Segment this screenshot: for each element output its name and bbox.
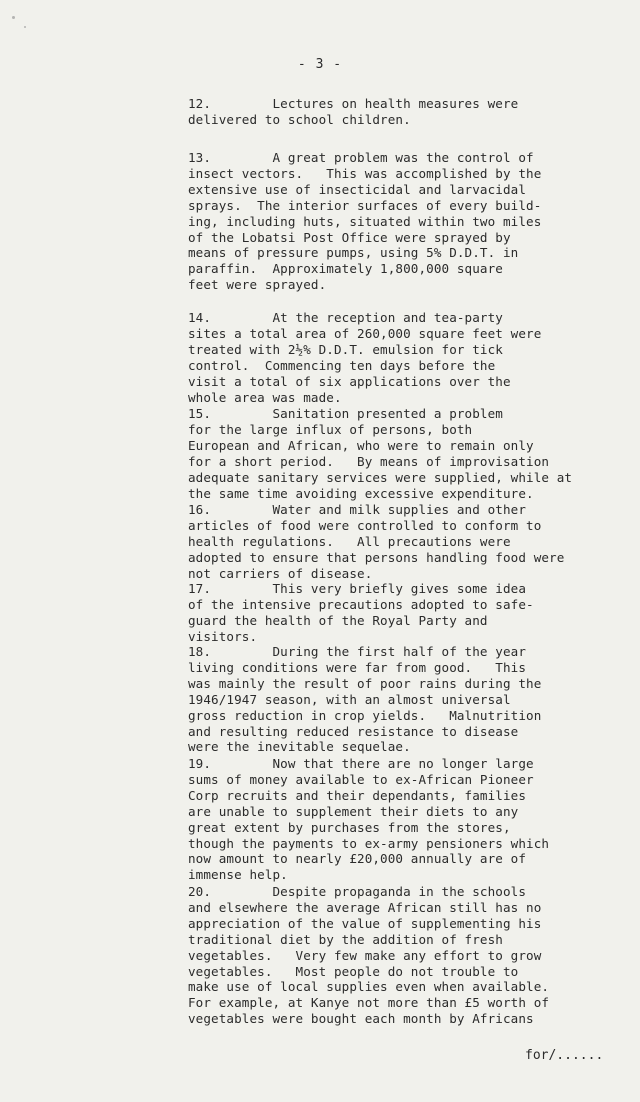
- paragraph-line: though the payments to ex-army pensioners which: [188, 835, 550, 851]
- paragraph-line: 1946/1947 season, with an almost universal: [188, 691, 511, 707]
- paragraph-line: visit a total of six applications over the: [188, 373, 511, 389]
- paragraph-line: 14. At the reception and tea-party: [188, 310, 503, 325]
- paragraph-line: Corp recruits and their dependants, families: [188, 787, 527, 803]
- paragraph-line: 19. Now that there are no longer large: [188, 756, 534, 771]
- paragraph-line: extensive use of insecticidal and larvacidal: [188, 181, 527, 197]
- paragraph-line: feet were sprayed.: [188, 277, 327, 293]
- paragraph-line: vegetables. Most people do not trouble to: [188, 963, 519, 979]
- paragraph-line: of the intensive precautions adopted to safe-: [188, 596, 534, 612]
- paragraph-line: of the Lobatsi Post Office were sprayed by: [188, 229, 511, 245]
- paragraph-line: 17. This very briefly gives some idea: [188, 581, 527, 596]
- paragraph-line: not carriers of disease.: [188, 565, 373, 581]
- paragraph-line: whole area was made.: [188, 389, 342, 405]
- paragraph-line: for a short period. By means of improvisation: [188, 453, 550, 469]
- paragraph-line: 20. Despite propaganda in the schools: [188, 884, 527, 899]
- paragraph-line: now amount to nearly £20,000 annually are of: [188, 851, 527, 867]
- paragraph-line: are unable to supplement their diets to any: [188, 803, 519, 819]
- paragraph-line: vegetables were bought each month by Africans: [188, 1011, 534, 1027]
- paragraph-line: and elsewhere the average African still has no: [188, 899, 542, 915]
- paragraph: [188, 502, 640, 582]
- paragraph: [188, 581, 640, 645]
- paragraph-line: articles of food were controlled to conform to: [188, 517, 542, 533]
- paragraph-line: delivered to school children.: [188, 111, 411, 127]
- paragraph: [188, 884, 640, 1027]
- continuation-marker: for/......: [525, 1048, 604, 1063]
- paragraph-line: European and African, who were to remain only: [188, 437, 534, 453]
- paragraph: [188, 96, 640, 128]
- paragraph-line: insect vectors. This was accomplished by the: [188, 165, 542, 181]
- paragraph-line: sites a total area of 260,000 square feet were: [188, 325, 542, 341]
- paragraph-line: great extent by purchases from the stores,: [188, 819, 511, 835]
- paragraph-line: ing, including huts, situated within two miles: [188, 213, 542, 229]
- paragraph-line: 15. Sanitation presented a problem: [188, 406, 503, 421]
- paragraph: [188, 406, 640, 501]
- paragraph-line: health regulations. All precautions were: [188, 533, 511, 549]
- paragraph-line: paraffin. Approximately 1,800,000 square: [188, 261, 503, 277]
- paragraph-line: guard the health of the Royal Party and: [188, 612, 488, 628]
- paragraph-line: control. Commencing ten days before the: [188, 357, 496, 373]
- paragraph-line: sprays. The interior surfaces of every build-: [188, 197, 542, 213]
- paragraph: [188, 150, 640, 293]
- paragraph-line: For example, at Kanye not more than £5 worth of: [188, 995, 550, 1011]
- paragraph-line: 16. Water and milk supplies and other: [188, 502, 527, 517]
- paragraph-line: traditional diet by the addition of fresh: [188, 931, 503, 947]
- paragraph-line: adequate sanitary services were supplied, while at: [188, 469, 573, 485]
- paragraph-line: adopted to ensure that persons handling food were: [188, 549, 565, 565]
- paragraph-line: means of pressure pumps, using 5% D.D.T. in: [188, 245, 519, 261]
- paragraph-line: 18. During the first half of the year: [188, 644, 527, 659]
- paragraph-line: immense help.: [188, 867, 288, 883]
- paragraph: [188, 310, 640, 405]
- paragraph-line: 12. Lectures on health measures were: [188, 96, 519, 111]
- paragraph-line: the same time avoiding excessive expenditure.: [188, 485, 534, 501]
- paragraph-line: visitors.: [188, 628, 258, 644]
- page-number: - 3 -: [297, 57, 343, 72]
- paragraph-line: gross reduction in crop yields. Malnutrition: [188, 707, 542, 723]
- paragraph-line: treated with 2½% D.D.T. emulsion for tick: [188, 341, 503, 357]
- paragraph-line: vegetables. Very few make any effort to grow: [188, 947, 542, 963]
- paragraph-line: for the large influx of persons, both: [188, 421, 473, 437]
- paragraph-line: living conditions were far from good. This: [188, 659, 527, 675]
- paragraph-line: was mainly the result of poor rains during the: [188, 675, 542, 691]
- paragraph: [188, 756, 640, 883]
- ink-speck: [12, 16, 15, 19]
- paragraph-line: and resulting reduced resistance to disease: [188, 723, 519, 739]
- paragraph-line: make use of local supplies even when available.: [188, 979, 550, 995]
- paragraph: [188, 644, 640, 755]
- paragraph-line: 13. A great problem was the control of: [188, 150, 534, 165]
- ink-speck: [24, 26, 26, 28]
- paragraph-line: sums of money available to ex-African Pioneer: [188, 771, 534, 787]
- paragraph-line: appreciation of the value of supplementing his: [188, 915, 542, 931]
- paragraph-line: were the inevitable sequelae.: [188, 739, 411, 755]
